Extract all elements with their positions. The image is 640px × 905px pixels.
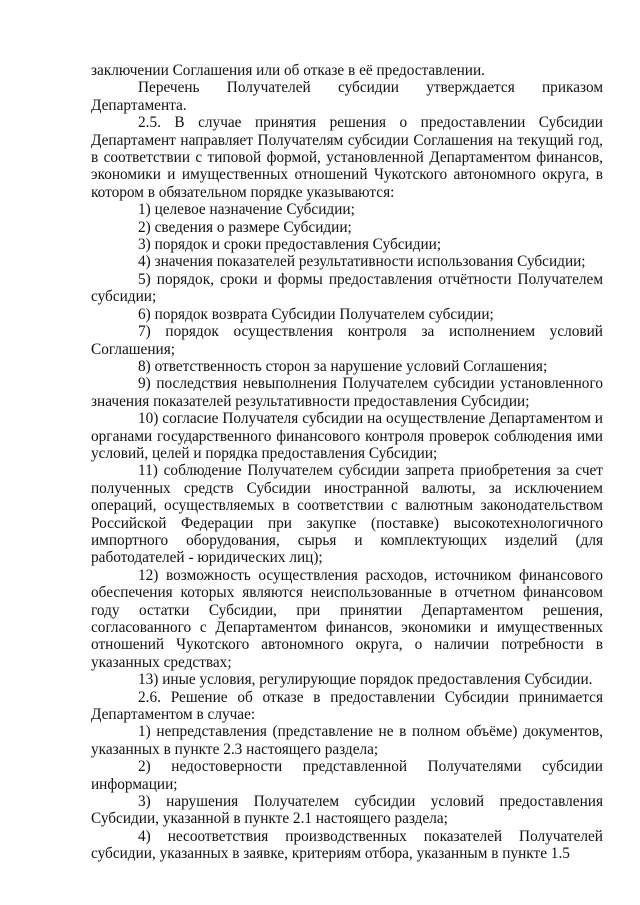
list-item: 8) ответственность сторон за нарушение условий Соглашения; [138, 357, 548, 375]
list-item: 10) согласие Получателя субсидии на осуществление Департаментом и органами государственного финансового контроля проверок соблюдения ими условий, целей и порядка предоставления Субсидии; [91, 410, 603, 462]
list-item: 2) сведения о размере Субсидии; [138, 218, 352, 236]
list-item: 7) порядок осуществления контроля за исполнением условий Соглашения; [91, 323, 603, 358]
list-item: 1) непредставления (представление не в полном объёме) документов, указанных в пункте 2.3 настоящего раздела; [91, 723, 603, 758]
list-item: 11) соблюдение Получателем субсидии запрета приобретения за счет полученных средств Субсидии иностранной валюты, за исключением операций, осуществляемых в соответствии с валютным законодательством Российской Федерации при закупке (поставке) высокотехнологичного импортного оборудования, сырья и комплектующих изделий (для работодателей - юридических лиц); [91, 462, 603, 567]
paragraph-continuation: заключении Соглашения или об отказе в её предоставлении. [91, 62, 486, 79]
document-body [91, 62, 603, 863]
paragraph-2-5: 2.5. В случае принятия решения о предоставлении Субсидии Департамент направляет Получателям субсидии Соглашения на текущий год, в соответствии с типовой формой, установленной Департаментом финансов, экономики и имущественных отношений Чукотского автономного округа, в котором в обязательном порядке указываются: [91, 114, 603, 201]
paragraph-2-6: 2.6. Решение об отказе в предоставлении Субсидии принимается Департаментом в случае: [91, 688, 603, 724]
list-item: 5) порядок, сроки и формы предоставления отчётности Получателем субсидии; [91, 270, 603, 306]
list-item: 1) целевое назначение Субсидии; [138, 201, 355, 219]
list-item: 4) несоответствия производственных показателей Получателей субсидии, указанных в заявке, критериям отбора, указанным в пункте 1.5 [91, 827, 603, 863]
list-item: 6) порядок возврата Субсидии Получателем субсидии; [138, 305, 494, 323]
list-item: 13) иные условия, регулирующие порядок предоставления Субсидии. [138, 671, 593, 689]
list-item: 3) порядок и сроки предоставления Субсидии; [138, 236, 442, 254]
list-item: 2) недостоверности представленной Получателями субсидии информации; [91, 758, 603, 793]
paragraph-recipients-list: Перечень Получателей субсидии утверждается приказом Департамента. [91, 79, 603, 114]
list-item: 4) значения показателей результативности использования Субсидии; [138, 253, 586, 271]
list-item: 3) нарушения Получателем субсидии условий предоставления Субсидии, указанной в пункте 2.1 настоящего раздела; [91, 793, 603, 828]
list-item: 9) последствия невыполнения Получателем субсидии установленного значения показателей результативности предоставления Субсидии; [91, 375, 603, 410]
list-item: 12) возможность осуществления расходов, источником финансового обеспечения которых являются неиспользованные в отчетном финансовом году остатки Субсидии, при принятии Департаментом решения, согласованного с Департаментом финансов, экономики и имущественных отношений Чукотского автономного округа, о наличии потребности в указанных средствах; [91, 566, 603, 671]
